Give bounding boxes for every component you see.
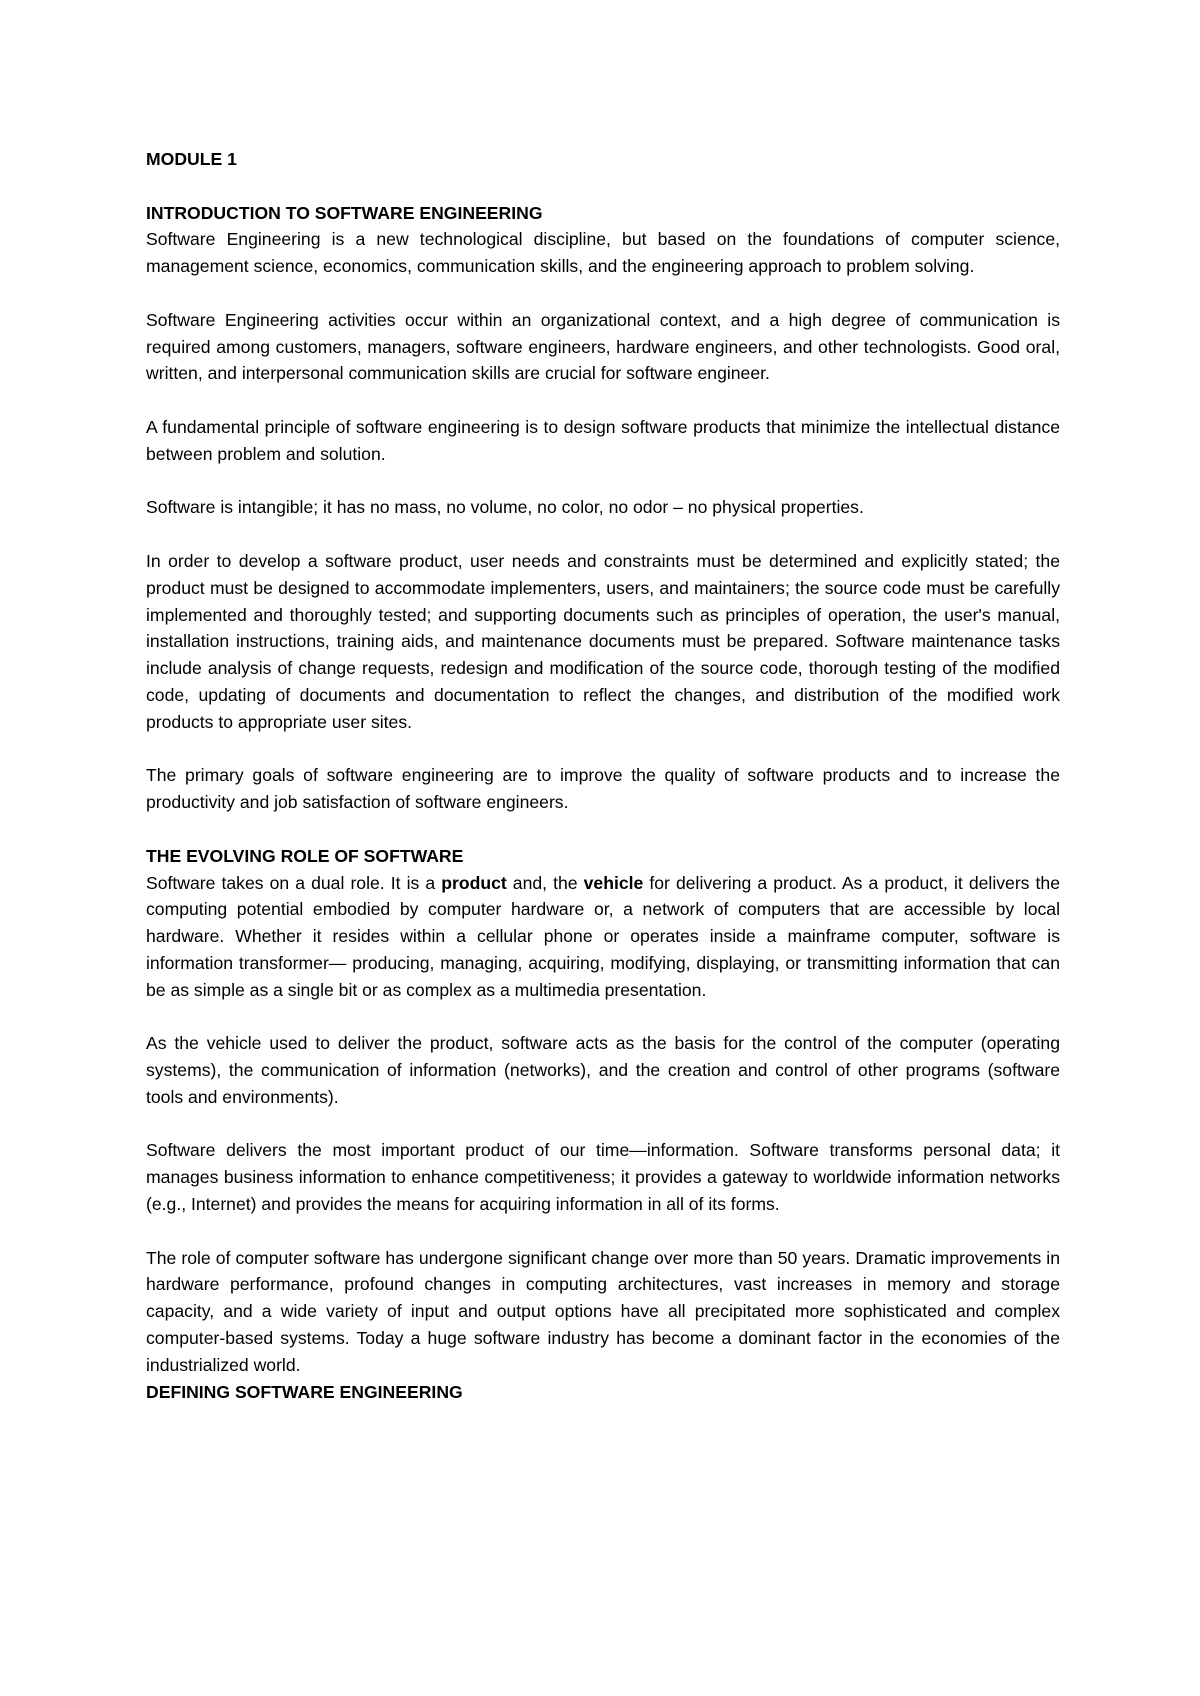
paragraph-evolving-3: Software delivers the most important product of our time—information. Software transforms personal data; it manages business information to enhance competitiveness; it provides a gateway to worldwide information networks (e.g., Internet) and provides the means for acquiring information in all of its forms. (146, 1140, 1060, 1215)
section-heading-defining: DEFINING SOFTWARE ENGINEERING (146, 1381, 463, 1402)
module-title: MODULE 1 (146, 149, 237, 169)
paragraph-intro-2: Software Engineering activities occur within an organizational context, and a high degree of communication is required among customers, managers, software engineers, hardware engineers, and other technologists. Good oral, written, and interpersonal communication skills are crucial for software engineer. (146, 309, 1060, 384)
paragraph-intro-4: Software is intangible; it has no mass, no volume, no color, no odor – no physical properties. (146, 497, 864, 518)
document-page (146, 146, 1060, 1405)
paragraph-evolving-1-part2: and, the (506, 872, 584, 893)
paragraph-evolving-4: The role of computer software has undergone significant change over more than 50 years. Dramatic improvements in hardware performance, profound changes in computing architectures, vast increases in memory and storage capacity, and a wide variety of input and output options have all precipitated more sophisticated and complex computer-based systems. Today a huge software industry has become a dominant factor in the economies of the industrialized world. (146, 1247, 1060, 1375)
paragraph-evolving-2: As the vehicle used to deliver the product, software acts as the basis for the control of the computer (operating systems), the communication of information (networks), and the creation and control of other programs (software tools and environments). (146, 1033, 1060, 1107)
paragraph-intro-3: A fundamental principle of software engineering is to design software products that minimize the intellectual distance between problem and solution. (146, 416, 1060, 464)
section-heading-introduction: INTRODUCTION TO SOFTWARE ENGINEERING (146, 202, 543, 223)
paragraph-evolving-1-part1: Software takes on a dual role. It is a (146, 872, 442, 893)
bold-term-product: product (441, 872, 507, 893)
section-heading-evolving-role: THE EVOLVING ROLE OF SOFTWARE (146, 845, 464, 866)
paragraph-intro-1: Software Engineering is a new technological discipline, but based on the foundations of computer science, management science, economics, communication skills, and the engineering approach to problem solving. (146, 229, 1060, 277)
bold-term-vehicle: vehicle (583, 872, 644, 893)
paragraph-intro-5: In order to develop a software product, user needs and constraints must be determined and explicitly stated; the product must be designed to accommodate implementers, users, and maintainers; the source code must be carefully implemented and thoroughly tested; and supporting documents such as principles of operation, the user's manual, installation instructions, training aids, and maintenance documents must be prepared. Software maintenance tasks include analysis of change requests, redesign and modification of the source code, thorough testing of the modified code, updating of documents and documentation to reflect the changes, and distribution of the modified work products to appropriate user sites. (146, 550, 1060, 732)
paragraph-evolving-1-part3: for delivering a product. As a product, it delivers the computing potential embodied by computer hardware or, a network of computers that are accessible by local hardware. Whether it resides within a cellular phone or operates inside a mainframe computer, software is information transformer— producing, managing, acquiring, modifying, displaying, or transmitting information that can be as simple as a single bit or as complex as a multimedia presentation. (146, 872, 1061, 1000)
paragraph-intro-6: The primary goals of software engineering are to improve the quality of software products and to increase the productivity and job satisfaction of software engineers. (146, 765, 1060, 813)
paragraph-evolving-1 (146, 870, 1060, 1004)
